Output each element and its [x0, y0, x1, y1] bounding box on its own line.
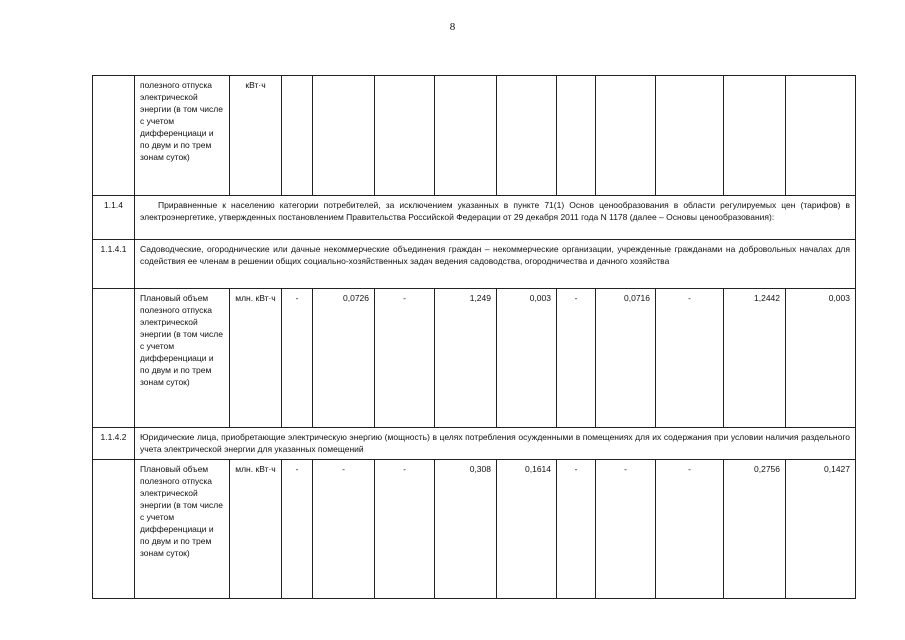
table-row — [93, 460, 856, 599]
value-cell: - — [313, 460, 375, 599]
unit-cell: млн. кВт·ч — [230, 289, 282, 428]
code-cell — [93, 76, 135, 196]
value-cell — [282, 76, 313, 196]
tariff-table — [92, 75, 856, 599]
value-cell: 1,2442 — [724, 289, 786, 428]
value-cell: 0,003 — [497, 289, 557, 428]
value-cell: 1,249 — [435, 289, 497, 428]
value-cell: 0,1614 — [497, 460, 557, 599]
section-text: Приравненные к населению категории потребителей, за исключением указанных в пункте 71(1) Основ ценообразования в области регулируемых цен (тарифов) в электроэнергетике, утвержденных постановлением Правительства Российской Федерации от 29 декабря 2011 года N 1178 (далее – Основы ценообразования): — [135, 196, 856, 240]
section-row — [93, 428, 856, 460]
value-cell — [656, 76, 724, 196]
section-code: 1.1.4.2 — [93, 428, 135, 460]
value-cell: - — [557, 289, 596, 428]
value-cell: - — [596, 460, 656, 599]
unit-cell: кВт·ч — [230, 76, 282, 196]
value-cell — [375, 76, 435, 196]
value-cell: - — [656, 289, 724, 428]
indicator-name-cell: Плановый объем полезного отпуска электрической энергии (в том числе с учетом дифференциаци и по двум и по трем зонам суток) — [135, 460, 230, 599]
section-code: 1.1.4.1 — [93, 240, 135, 289]
value-cell — [596, 76, 656, 196]
table-row — [93, 76, 856, 196]
indicator-name-cell: полезного отпуска электрической энергии (в том числе с учетом дифференциаци и по двум и по трем зонам суток) — [135, 76, 230, 196]
page-number: 8 — [449, 21, 456, 33]
value-cell — [724, 76, 786, 196]
value-cell: 0,1427 — [786, 460, 856, 599]
value-cell — [497, 76, 557, 196]
indicator-name-cell: Плановый объем полезного отпуска электрической энергии (в том числе с учетом дифференциаци и по двум и по трем зонам суток) — [135, 289, 230, 428]
value-cell: - — [282, 289, 313, 428]
value-cell: - — [375, 289, 435, 428]
value-cell: - — [375, 460, 435, 599]
value-cell: 0,0716 — [596, 289, 656, 428]
section-text: Садоводческие, огороднические или дачные некоммерческие объединения граждан – некоммерческие организации, учрежденные гражданами на добровольных началах для содействия ее членам в решении общих социально-хозяйственных задач ведения садоводства, огородничества и дачного хозяйства — [135, 240, 856, 289]
value-cell: - — [656, 460, 724, 599]
value-cell: 0,0726 — [313, 289, 375, 428]
section-row — [93, 240, 856, 289]
code-cell — [93, 460, 135, 599]
value-cell — [313, 76, 375, 196]
code-cell — [93, 289, 135, 428]
value-cell: 0,308 — [435, 460, 497, 599]
value-cell — [786, 76, 856, 196]
section-text: Юридические лица, приобретающие электрическую энергию (мощность) в целях потребления осужденными в помещениях для их содержания при условии наличия раздельного учета электрической энергии для указанных помещений — [135, 428, 856, 460]
section-code: 1.1.4 — [93, 196, 135, 240]
value-cell: 0,2756 — [724, 460, 786, 599]
value-cell: 0,003 — [786, 289, 856, 428]
section-row — [93, 196, 856, 240]
table-row — [93, 289, 856, 428]
value-cell: - — [557, 460, 596, 599]
value-cell — [557, 76, 596, 196]
value-cell — [435, 76, 497, 196]
unit-cell: млн. кВт·ч — [230, 460, 282, 599]
value-cell: - — [282, 460, 313, 599]
